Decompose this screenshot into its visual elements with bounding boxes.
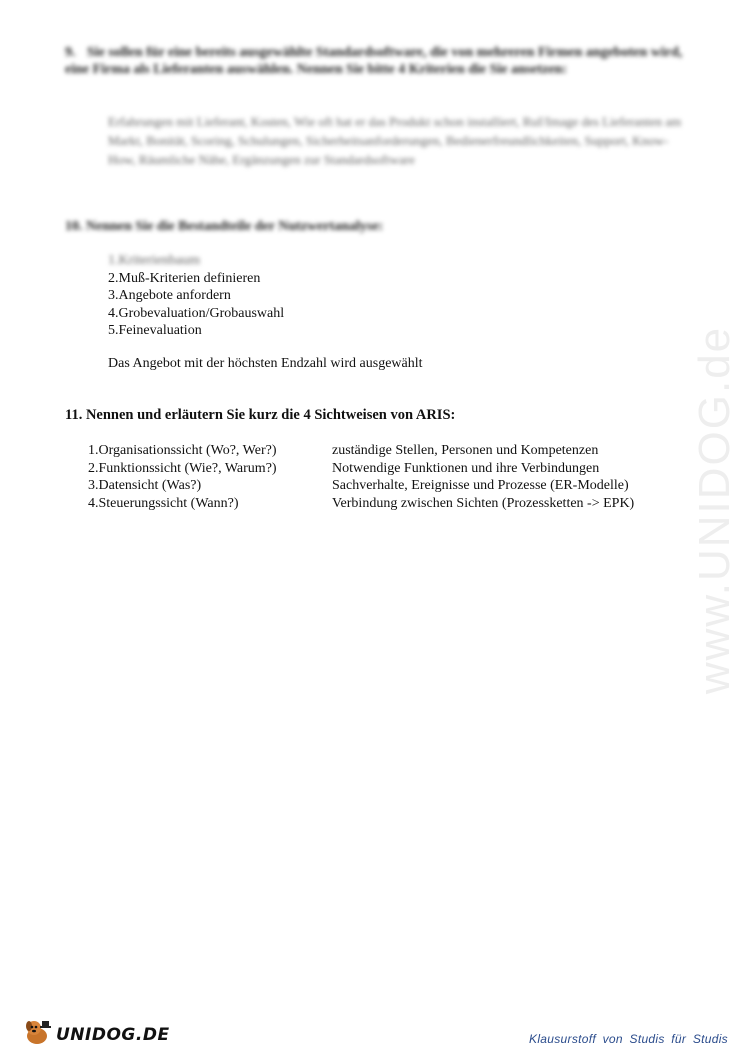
question-9-title bbox=[65, 44, 685, 78]
question-10-title: 10. Nennen Sie die Bestandteile der Nutzwertanalyse: bbox=[65, 219, 384, 234]
question-9-text: Sie sollen für eine bereits ausgewählte Standardsoftware, die von mehreren Firmen angeboten wird, eine Firma als Lieferanten auswählen. Nennen Sie bitte 4 Kriterien die Sie ansetzen: bbox=[65, 45, 683, 77]
question-10-conclusion: Das Angebot mit der höchsten Endzahl wird ausgewählt bbox=[108, 356, 423, 371]
question-11-title: 11. Nennen und erläutern Sie kurz die 4 Sichtweisen von ARIS: bbox=[65, 407, 456, 423]
question-9-number: 9. bbox=[65, 45, 76, 60]
list-item: 5.Feinevaluation bbox=[108, 323, 202, 339]
nutzwertanalyse-list bbox=[108, 252, 284, 340]
list-item: 1.Kriterienbaum bbox=[108, 253, 201, 268]
aris-view-name: 4.Steuerungssicht (Wann?) bbox=[88, 495, 239, 511]
list-item: 4.Grobevaluation/Grobauswahl bbox=[108, 305, 285, 321]
aris-view-description: Sachverhalte, Ereignisse und Prozesse (ER-Modelle) bbox=[332, 478, 629, 494]
list-item: 3.Angebote anfordern bbox=[108, 288, 231, 304]
logo-text: UNIDOG.DE bbox=[56, 1024, 170, 1045]
table-row bbox=[88, 460, 634, 478]
watermark-text: www.UNIDOG.de bbox=[690, 325, 739, 695]
unidog-logo[interactable] bbox=[22, 1018, 170, 1051]
question-9-answer: Erfahrungen mit Lieferant, Kosten, Wie oft hat er das Produkt schon installiert, Ruf/Image des Lieferanten am Markt, Bonität, Scoring, Schulungen, Sicherheitsanforderungen, Bedienerfreundlichkeiten, Support, Know-How, Räumliche Nähe, Ergänzungen zur Standardsoftware bbox=[108, 114, 682, 167]
aris-view-name: 3.Datensicht (Was?) bbox=[88, 478, 202, 494]
list-item: 2.Muß-Kriterien definieren bbox=[108, 270, 261, 286]
watermark bbox=[680, 280, 750, 740]
dog-icon bbox=[22, 1018, 52, 1051]
aris-view-description: Verbindung zwischen Sichten (Prozessketten -> EPK) bbox=[332, 495, 635, 511]
aris-views-table bbox=[88, 442, 634, 512]
aris-view-name: 2.Funktionssicht (Wie?, Warum?) bbox=[88, 460, 277, 476]
aris-view-description: Notwendige Funktionen und ihre Verbindungen bbox=[332, 460, 600, 476]
aris-view-name: 1.Organisationssicht (Wo?, Wer?) bbox=[88, 443, 277, 458]
aris-view-description: zuständige Stellen, Personen und Kompetenzen bbox=[332, 443, 599, 458]
table-row bbox=[88, 495, 634, 513]
footer-tagline: Klausurstoff von Studis für Studis bbox=[529, 1032, 728, 1046]
table-row bbox=[88, 477, 634, 495]
table-row bbox=[88, 442, 634, 460]
